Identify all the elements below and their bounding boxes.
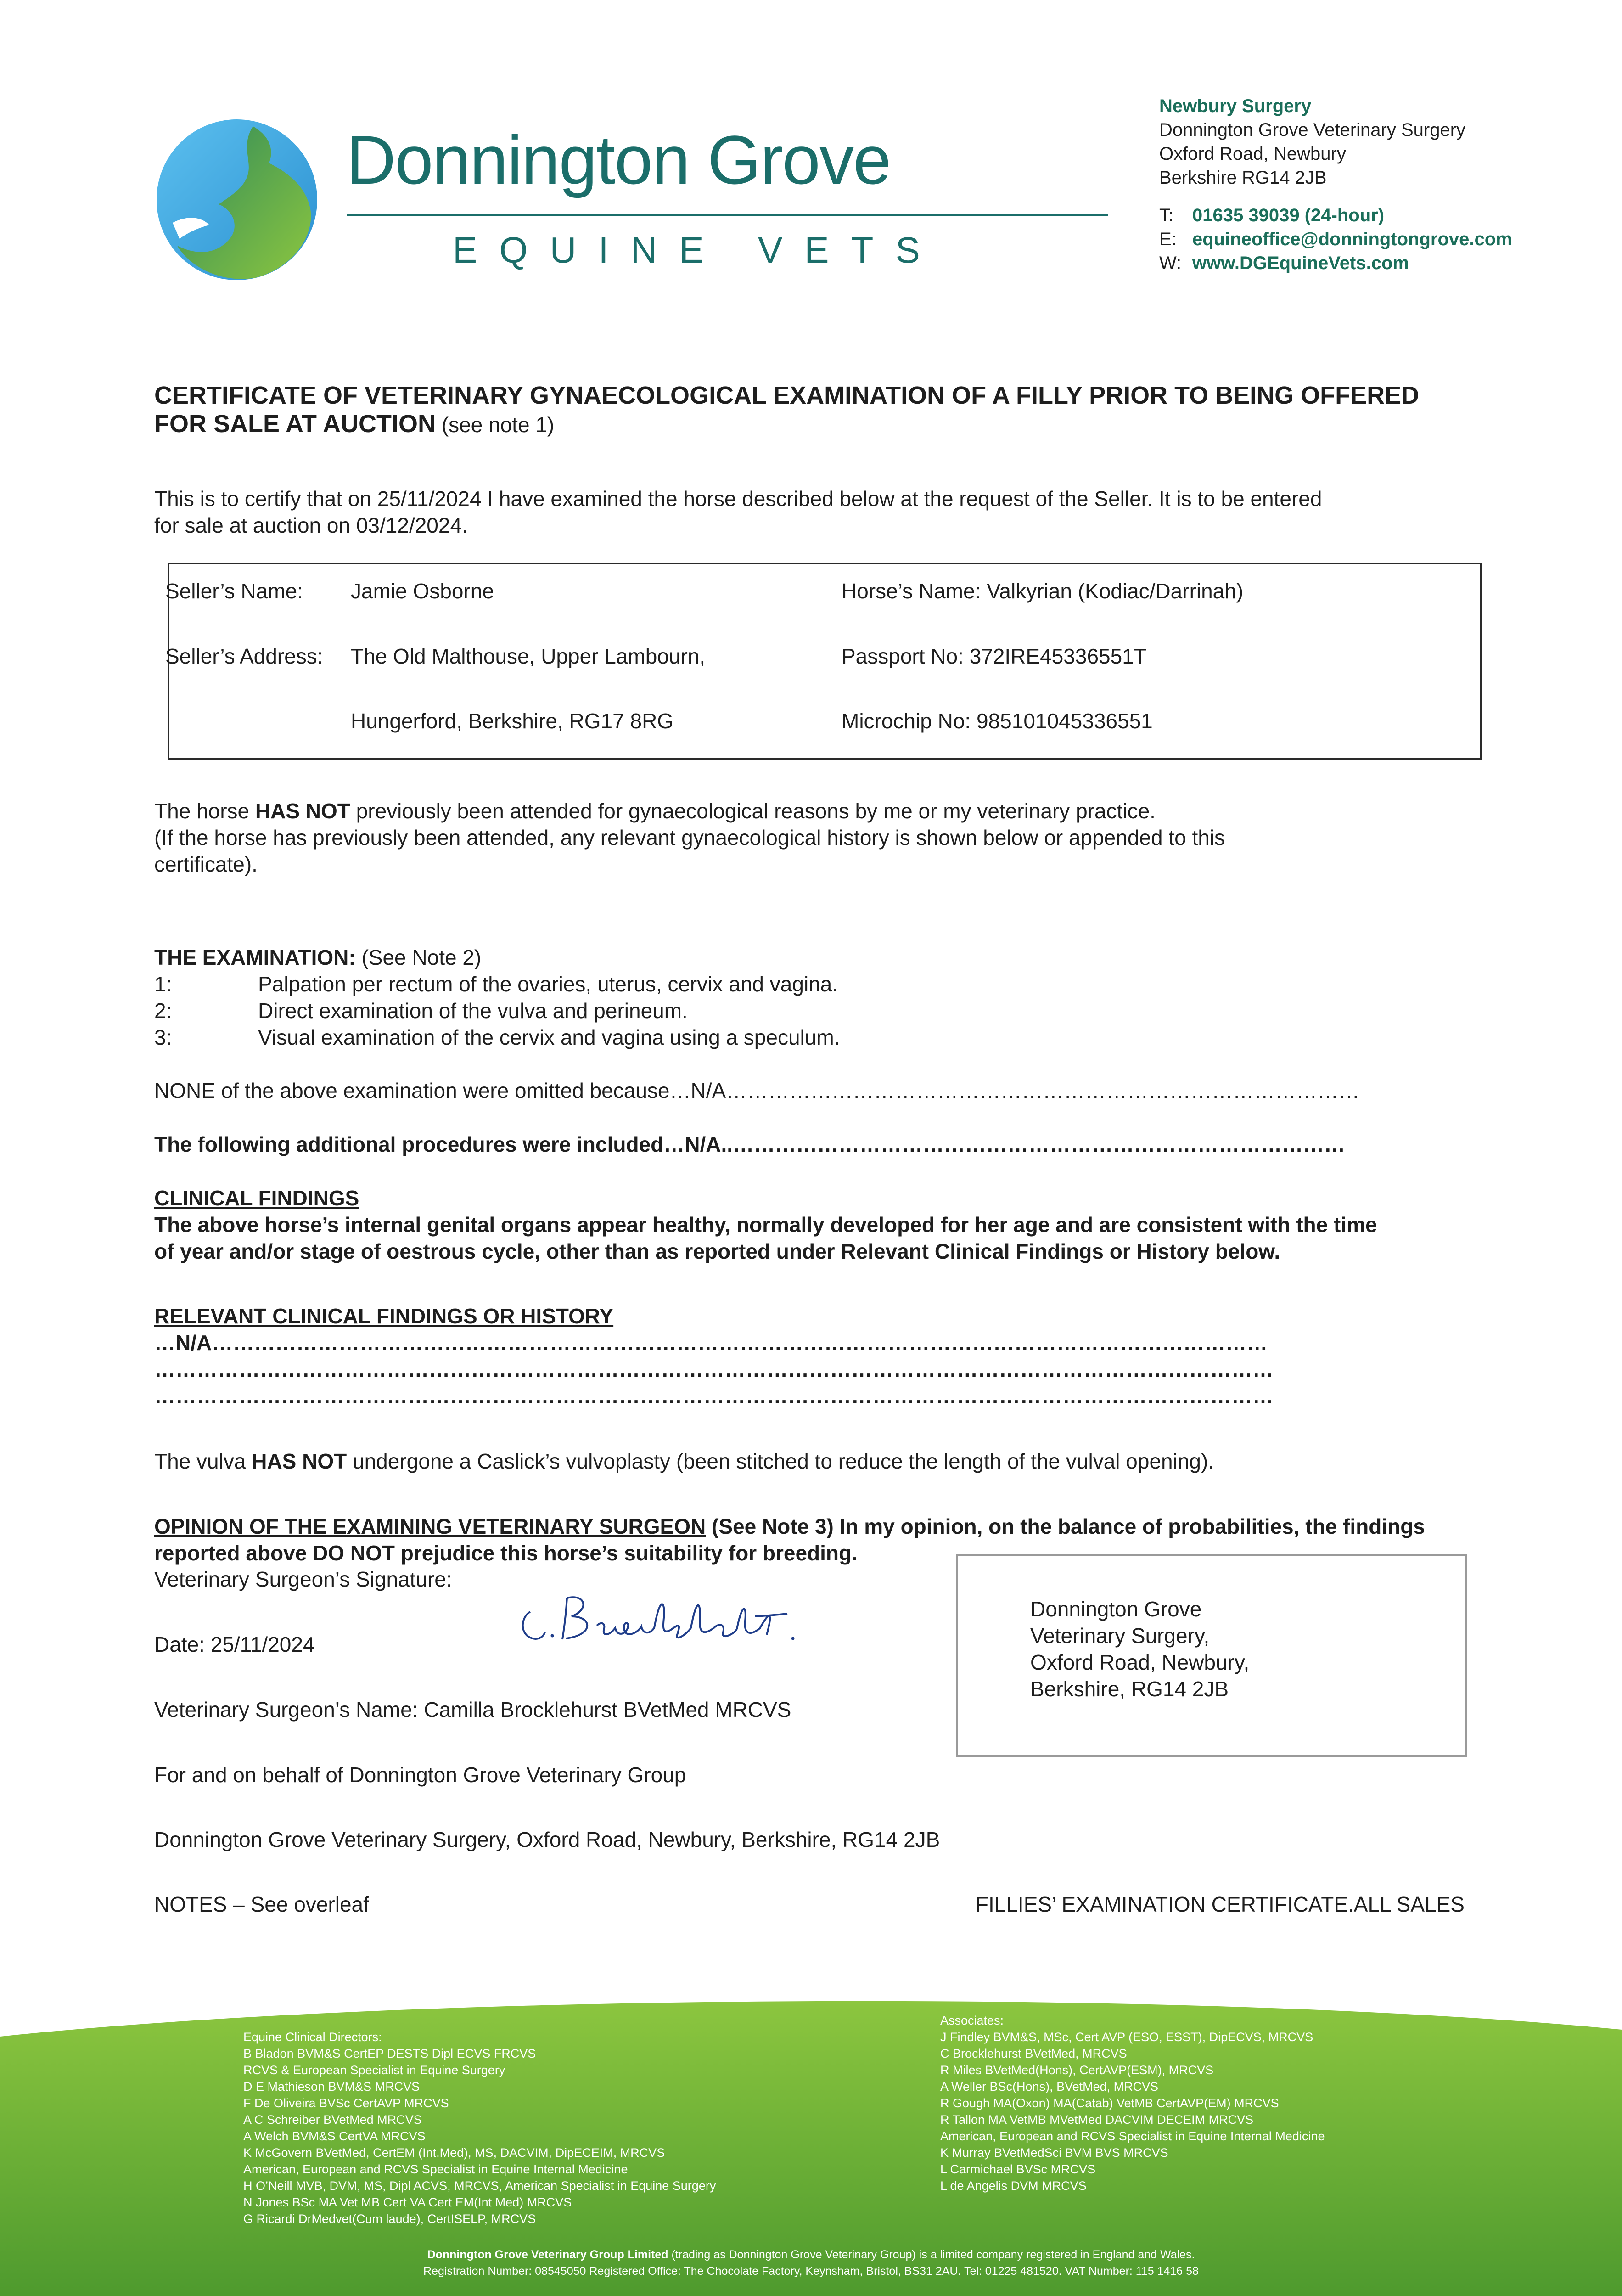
passport-number: 372IRE45336551T [969,644,1147,668]
examination-heading-row [154,944,1532,971]
email-label: E: [1159,229,1177,249]
contact-web [1159,251,1618,275]
director-line: American, European and RCVS Specialist in Equine Internal Medicine [243,2162,628,2176]
seller-name: Jamie Osborne [351,579,494,603]
associate-line: L Carmichael BVSc MRCVS [940,2162,1096,2176]
practice-address: Donnington Grove Veterinary Surgery, Oxford Road, Newbury, Berkshire, RG14 2JB [154,1828,940,1851]
attended-line-3: certificate). [154,852,258,876]
intro-paragraph [154,485,1532,539]
opinion-line-1-rest: (See Note 3) In my opinion, on the balance of probabilities, the findings [706,1514,1425,1538]
tel-label: T: [1159,205,1174,225]
horse-name-row [842,578,1243,604]
intro-line-1: This is to certify that on 25/11/2024 I have examined the horse described below at the request of the Seller. It is to be entered [154,487,1322,511]
seller-address-line-2: Hungerford, Berkshire, RG17 8RG [351,709,674,733]
intro-line-2: for sale at auction on 03/12/2024. [154,513,468,537]
exam-item [154,1024,1532,1051]
exam-item [154,997,1532,1024]
director-line: B Bladon BVM&S CertEP DESTS Dipl ECVS FRCVS [243,2047,536,2060]
signature-image [512,1584,810,1653]
certificate-date: Date: 25/11/2024 [154,1632,315,1656]
horse-head-logo-icon [154,117,320,282]
exam-item-num: 2: [154,999,172,1023]
stamp-line: Oxford Road, Newbury, [1030,1650,1250,1674]
associates-heading: Associates: [940,2014,1004,2027]
clinical-findings-section [154,1185,1532,1265]
associate-line: J Findley BVM&S, MSc, Cert AVP (ESO, ESST), DipECVS, MRCVS [940,2030,1313,2044]
relevant-findings-line-3: …………………………………………………………………………………………………………………………………………… [154,1384,1274,1408]
email-link[interactable]: equineoffice@donningtongrove.com [1192,229,1512,249]
logo-subtitle: EQUINE VETS [453,230,942,270]
web-label: W: [1159,253,1182,273]
director-line: A Welch BVM&S CertVA MRCVS [243,2129,426,2143]
contact-block [1159,94,1618,275]
exam-item [154,971,1532,997]
director-line: A C Schreiber BVetMed MRCVS [243,2113,422,2127]
exam-item-num: 3: [154,1025,172,1049]
associate-line: L de Angelis DVM MRCVS [940,2179,1087,2193]
exam-item-text: Palpation per rectum of the ovaries, uterus, cervix and vagina. [258,972,838,996]
microchip-number: 985101045336551 [976,709,1153,733]
associate-line: R Miles BVetMed(Hons), CertAVP(ESM), MRCVS [940,2063,1214,2077]
director-line: D E Mathieson BVM&S MRCVS [243,2080,420,2093]
associate-line: R Tallon MA VetMB MVetMed DACVIM DECEIM MRCVS [940,2113,1254,2127]
microchip-row [842,708,1153,734]
horse-name-label: Horse’s Name: [842,579,981,603]
opinion-line-1 [154,1513,1532,1540]
passport-row [842,643,1147,670]
form-name: FILLIES’ EXAMINATION CERTIFICATE.ALL SALES [975,1892,1465,1916]
company-rest: (trading as Donnington Grove Veterinary Group) is a limited company registered in England and Wales. [668,2248,1195,2261]
registration-line: Registration Number: 08545050 Registered Office: The Chocolate Factory, Keynsham, Bristol, BS31 2AU. Tel: 01225 481520. VAT Number: 115 1416 58 [423,2265,1199,2278]
vulva-post: undergone a Caslick’s vulvoplasty (been stitched to reduce the length of the vulval opening). [347,1449,1214,1473]
contact-address-1: Donnington Grove Veterinary Surgery [1159,120,1466,140]
notes-line: NOTES – See overleaf [154,1892,369,1916]
title-line-1: CERTIFICATE OF VETERINARY GYNAECOLOGICAL EXAMINATION OF A FILLY PRIOR TO BEING OFFERED [154,382,1420,409]
examination-heading: THE EXAMINATION: [154,945,356,969]
surgeon-name: Veterinary Surgeon’s Name: Camilla Brocklehurst BVetMed MRCVS [154,1698,791,1722]
stamp-line: Veterinary Surgery, [1030,1624,1210,1648]
certificate-title [154,381,1532,439]
logo-title: Donnington Grove [346,121,891,198]
exam-item-num: 1: [154,972,172,996]
attended-line-1 [154,798,1532,824]
omitted-line: NONE of the above examination were omitted because…N/A……………………………………………………………………………… [154,1079,1360,1103]
relevant-findings-section [154,1303,1463,1409]
signature [512,1584,810,1653]
tel-number[interactable]: 01635 39039 (24-hour) [1192,205,1385,225]
stamp-line: Berkshire, RG14 2JB [1030,1677,1229,1701]
relevant-findings-line-2: …………………………………………………………………………………………………………………………………………… [154,1357,1274,1381]
contact-tel [1159,203,1618,227]
relevant-findings-line-1: …N/A…………………………………………………………………………………………………………………………………… [154,1331,1268,1355]
director-line: G Ricardi DrMedvet(Cum laude), CertISELP, MRCVS [243,2212,536,2226]
directors-heading: Equine Clinical Directors: [243,2030,382,2044]
associate-line: American, European and RCVS Specialist in Equine Internal Medicine [940,2129,1325,2143]
clinical-findings-heading: CLINICAL FINDINGS [154,1186,359,1210]
behalf-line: For and on behalf of Donnington Grove Veterinary Group [154,1763,686,1787]
vulva-pre: The vulva [154,1449,252,1473]
contact-office: Newbury Surgery [1159,96,1312,116]
contact-email [1159,227,1618,251]
attended-paragraph [154,798,1532,878]
seller-address-line-1: The Old Malthouse, Upper Lambourn, [351,644,706,668]
attended-pre: The horse [154,799,255,823]
associate-line: R Gough MA(Oxon) MA(Catab) VetMB CertAVP(EM) MRCVS [940,2096,1279,2110]
logo-divider [347,214,1108,216]
director-line: N Jones BSc MA Vet MB Cert VA Cert EM(Int Med) MRCVS [243,2195,572,2209]
vulva-line [154,1448,1532,1474]
associates-block [940,2012,1583,2194]
horse-name: Valkyrian (Kodiac/Darrinah) [987,579,1244,603]
logo [154,117,962,282]
company-info [0,2246,1622,2279]
passport-label: Passport No: [842,644,964,668]
practice-stamp-text [1030,1596,1249,1702]
signature-label: Veterinary Surgeon’s Signature: [154,1567,452,1591]
seller-address-label: Seller’s Address: [165,644,323,668]
directors-block [243,2029,932,2227]
exam-item-text: Visual examination of the cervix and vagina using a speculum. [258,1025,840,1049]
director-line: RCVS & European Specialist in Equine Surgery [243,2063,505,2077]
attended-line-2: (If the horse has previously been attended, any relevant gynaecological history is shown below or appended to this [154,826,1225,850]
web-link[interactable]: www.DGEquineVets.com [1192,253,1409,273]
opinion-line-2: reported above DO NOT prejudice this horse’s suitability for breeding. [154,1541,858,1565]
director-line: H O’Neill MVB, DVM, MS, Dipl ACVS, MRCVS, American Specialist in Equine Surgery [243,2179,716,2193]
contact-address-2: Oxford Road, Newbury [1159,144,1346,164]
exam-item-text: Direct examination of the vulva and perineum. [258,999,688,1023]
seller-name-label: Seller’s Name: [165,579,303,603]
title-line-2-bold: FOR SALE AT AUCTION [154,410,436,438]
title-note: (see note 1) [435,413,555,437]
attended-status: HAS NOT [255,799,350,823]
relevant-findings-heading: RELEVANT CLINICAL FINDINGS OR HISTORY [154,1304,614,1328]
stamp-line: Donnington Grove [1030,1597,1202,1621]
associate-line: A Weller BSc(Hons), BVetMed, MRCVS [940,2080,1159,2093]
examination-note: (See Note 2) [355,945,482,969]
title-line-2 [154,410,1532,439]
company-line [0,2246,1622,2263]
company-name: Donnington Grove Veterinary Group Limited [427,2248,668,2261]
director-line: K McGovern BVetMed, CertEM (Int.Med), MS, DACVIM, DipECEIM, MRCVS [243,2146,665,2160]
examination-section [154,944,1532,1051]
contact-address-3: Berkshire RG14 2JB [1159,168,1327,188]
associate-line: C Brocklehurst BVetMed, MRCVS [940,2047,1127,2060]
microchip-label: Microchip No: [842,709,971,733]
attended-post: previously been attended for gynaecological reasons by me or my veterinary practice. [350,799,1156,823]
vulva-status: HAS NOT [252,1449,347,1473]
director-line: F De Oliveira BVSc CertAVP MRCVS [243,2096,449,2110]
clinical-findings-line-1: The above horse’s internal genital organs appear healthy, normally developed for her age and are consistent with the time [154,1213,1377,1237]
additional-procedures-line: The following additional procedures were included…N/A..…………………………………………………………………………… [154,1132,1346,1156]
associate-line: K Murray BVetMedSci BVM BVS MRCVS [940,2146,1168,2160]
clinical-findings-line-2: of year and/or stage of oestrous cycle, other than as reported under Relevant Clinical Findings or History below. [154,1239,1280,1263]
opinion-heading: OPINION OF THE EXAMINING VETERINARY SURGEON [154,1514,706,1538]
